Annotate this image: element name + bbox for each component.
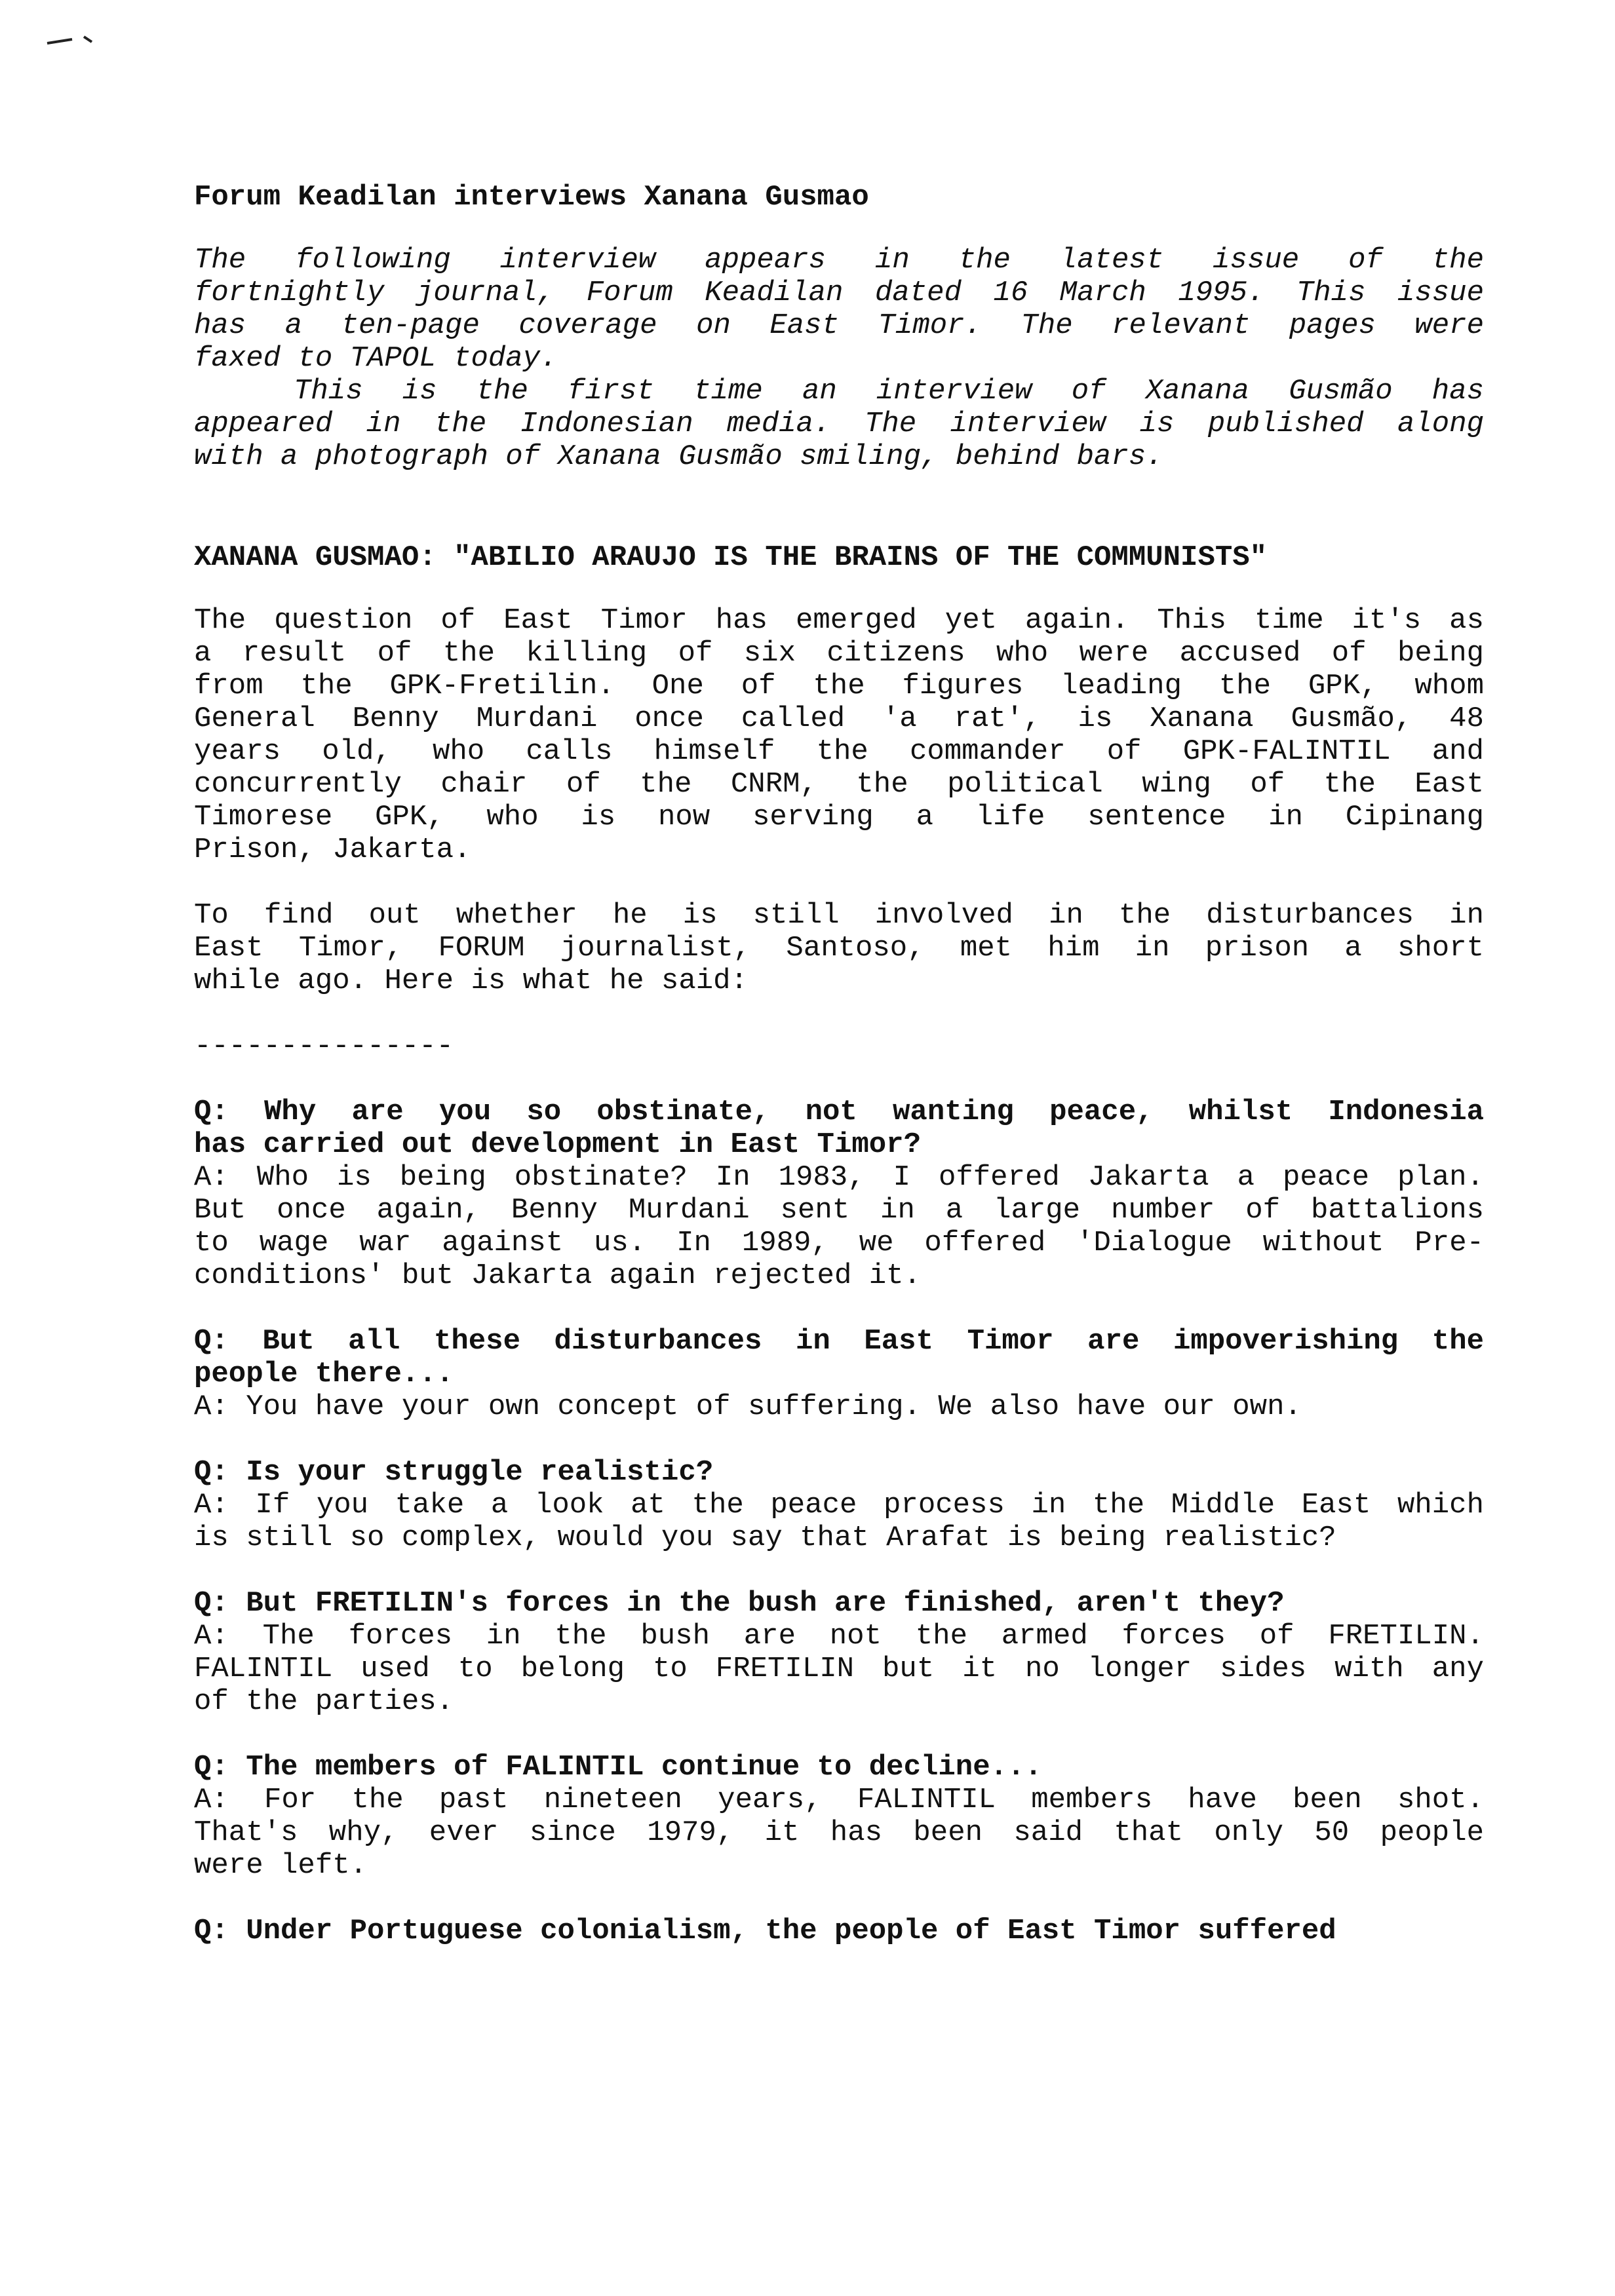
- body-line: from the GPK-Fretilin. One of the figures leading the GPK, whom: [194, 670, 1484, 702]
- qa-item: [194, 1456, 1484, 1554]
- intro-line: fortnightly journal, Forum Keadilan dated 16 March 1995. This issue: [194, 277, 1484, 309]
- intro-line: faxed to TAPOL today.: [194, 342, 558, 375]
- intro-paragraph-2: [194, 375, 1484, 473]
- answer: [194, 1390, 1484, 1423]
- answer-line: A: Who is being obstinate? In 1983, I offered Jakarta a peace plan.: [194, 1161, 1484, 1194]
- qa-item: [194, 1096, 1484, 1292]
- qa-item: [194, 1325, 1484, 1423]
- fax-mark-icon: [46, 29, 151, 55]
- intro-line: has a ten-page coverage on East Timor. The relevant pages were: [194, 309, 1484, 342]
- question-line: Q: Why are you so obstinate, not wanting peace, whilst Indonesia: [194, 1096, 1484, 1128]
- qa-item: [194, 1587, 1484, 1718]
- question-line: Q: The members of FALINTIL continue to decline...: [194, 1751, 1042, 1784]
- body-paragraph: [194, 604, 1484, 866]
- question-line: Q: Is your struggle realistic?: [194, 1456, 714, 1489]
- answer-line: But once again, Benny Murdani sent in a large number of battalions: [194, 1194, 1484, 1227]
- question: [194, 1456, 1484, 1489]
- answer-line: is still so complex, would you say that Arafat is being realistic?: [194, 1521, 1336, 1554]
- body-line: The question of East Timor has emerged yet again. This time it's as: [194, 604, 1484, 637]
- intro-line: with a photograph of Xanana Gusmão smiling, behind bars.: [194, 440, 1163, 473]
- article-headline: XANANA GUSMAO: "ABILIO ARAUJO IS THE BRAINS OF THE COMMUNISTS": [194, 541, 1268, 574]
- body-line: Prison, Jakarta.: [194, 833, 471, 866]
- question: [194, 1915, 1484, 1947]
- answer-line: conditions' but Jakarta again rejected it.: [194, 1259, 921, 1292]
- answer-line: to wage war against us. In 1989, we offered 'Dialogue without Pre-: [194, 1227, 1484, 1259]
- question-line: has carried out development in East Timor?: [194, 1128, 921, 1161]
- separator-line: ---------------: [194, 1030, 454, 1063]
- question: [194, 1325, 1484, 1390]
- body-line: General Benny Murdani once called 'a rat', is Xanana Gusmão, 48: [194, 702, 1484, 735]
- answer: [194, 1784, 1484, 1882]
- body-paragraph-2: [194, 899, 1484, 997]
- body-line: To find out whether he is still involved in the disturbances in: [194, 899, 1484, 932]
- question: [194, 1096, 1484, 1161]
- answer-line: A: You have your own concept of suffering. We also have our own.: [194, 1390, 1302, 1423]
- answer-line: A: The forces in the bush are not the armed forces of FRETILIN.: [194, 1620, 1484, 1653]
- question: [194, 1751, 1484, 1784]
- answer-line: A: If you take a look at the peace process in the Middle East which: [194, 1489, 1484, 1521]
- document-title: Forum Keadilan interviews Xanana Gusmao: [194, 181, 869, 214]
- intro-line: This is the first time an interview of Xanana Gusmão has: [294, 375, 1484, 408]
- qa-item: [194, 1751, 1484, 1882]
- answer-line: FALINTIL used to belong to FRETILIN but it no longer sides with any: [194, 1653, 1484, 1685]
- question-line: Q: Under Portuguese colonialism, the people of East Timor suffered: [194, 1915, 1336, 1947]
- body-line: Timorese GPK, who is now serving a life sentence in Cipinang: [194, 801, 1484, 833]
- intro-paragraph: [194, 244, 1484, 375]
- body-line: concurrently chair of the CNRM, the political wing of the East: [194, 768, 1484, 801]
- qa-item: [194, 1915, 1484, 1947]
- answer-line: A: For the past nineteen years, FALINTIL members have been shot.: [194, 1784, 1484, 1816]
- answer-line: That's why, ever since 1979, it has been said that only 50 people: [194, 1816, 1484, 1849]
- body-line: East Timor, FORUM journalist, Santoso, met him in prison a short: [194, 932, 1484, 965]
- intro-line: The following interview appears in the latest issue of the: [194, 244, 1484, 277]
- question-line: Q: But all these disturbances in East Timor are impoverishing the: [194, 1325, 1484, 1358]
- body-line: years old, who calls himself the commander of GPK-FALINTIL and: [194, 735, 1484, 768]
- question-line: people there...: [194, 1358, 454, 1390]
- answer: [194, 1161, 1484, 1292]
- intro-line: appeared in the Indonesian media. The interview is published along: [194, 408, 1484, 440]
- question-line: Q: But FRETILIN's forces in the bush are finished, aren't they?: [194, 1587, 1285, 1620]
- body-line: while ago. Here is what he said:: [194, 965, 748, 997]
- answer-line: were left.: [194, 1849, 368, 1882]
- answer-line: of the parties.: [194, 1685, 454, 1718]
- question: [194, 1587, 1484, 1620]
- body-line: a result of the killing of six citizens who were accused of being: [194, 637, 1484, 670]
- answer: [194, 1620, 1484, 1718]
- answer: [194, 1489, 1484, 1554]
